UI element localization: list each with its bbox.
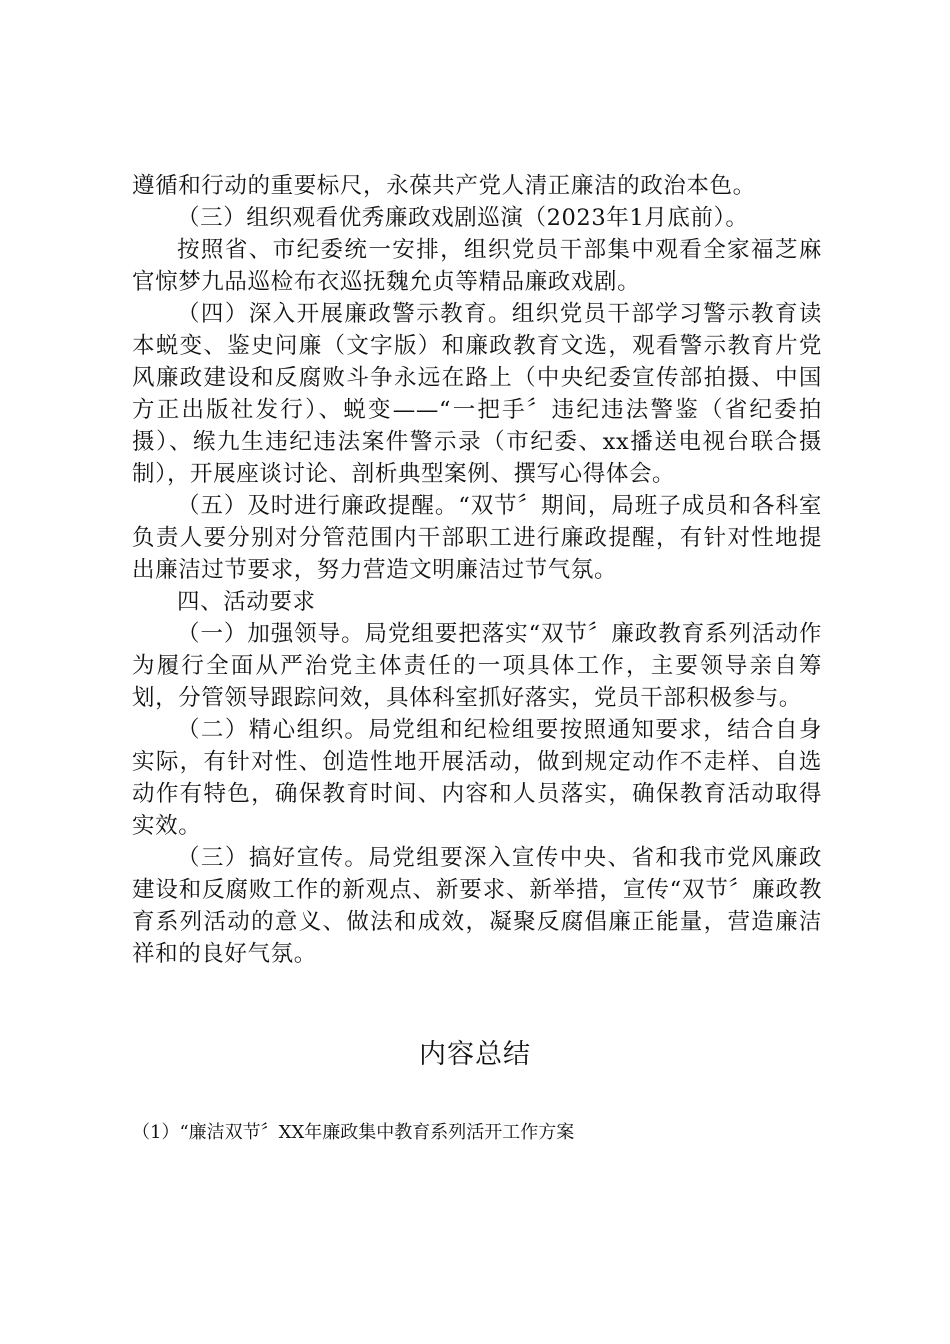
- paragraph-section-5-reminder: （五）及时进行廉政提醒。“双节〞期间，局班子成员和各科室负责人要分别对分管范围内干部职工进行廉政提醒，有针对性地提出廉洁过节要求，努力营造文明廉洁过节气氛。: [132, 493, 822, 583]
- paragraph-continuation: 遵循和行动的重要标尺，永葆共产党人清正廉洁的政治本色。: [132, 173, 756, 199]
- heading-activity-requirements: 四、活动要求: [177, 589, 316, 615]
- paragraph-section-4-warning-education: （四）深入开展廉政警示教育。组织党员干部学习警示教育读本蜕变、鉴史问廉（文字版）和廉政教育文选，观看警示教育片党风廉政建设和反腐败斗争永远在路上（中央纪委宣传部拍摄、中国方正出版社发行）、蜕变——“一把手〞违纪违法警鉴（省纪委拍摄）、缑九生违纪违法案件警示录（市纪委、xx播送电视台联合摄制），开展座谈讨论、剖析典型案例、撰写心得体会。: [132, 301, 822, 487]
- paragraph-requirement-1-leadership: （一）加强领导。局党组要把落实“双节〞廉政教育系列活动作为履行全面从严治党主体责任的一项具体工作，主要领导亲自筹划，分管领导跟踪问效，具体科室抓好落实，党员干部积极参与。: [132, 621, 822, 711]
- paragraph-requirement-2-organization: （二）精心组织。局党组和纪检组要按照通知要求，结合自身实际，有针对性、创造性地开展活动，做到规定动作不走样、自选动作有特色，确保教育时间、内容和人员落实，确保教育活动取得实效。: [132, 717, 822, 839]
- paragraph-section-3-heading: （三）组织观看优秀廉政戏剧巡演（2023年1月底前）。: [177, 205, 749, 231]
- paragraph-requirement-3-publicity: （三）搞好宣传。局党组要深入宣传中央、省和我市党风廉政建设和反腐败工作的新观点、新要求、新举措，宣传“双节〞廉政教育系列活动的意义、做法和成效，凝聚反腐倡廉正能量，营造廉洁祥和的良好气氛。: [132, 845, 822, 967]
- document-body: [132, 170, 822, 970]
- summary-title: 内容总结: [419, 1039, 531, 1070]
- summary-item: （1）“廉洁双节〞XX年廉政集中教育系列活开工作方案: [132, 1122, 575, 1143]
- paragraph-drama-viewing: 按照省、市纪委统一安排，组织党员干部集中观看全家福芝麻官惊梦九品巡检布衣巡抚魏允贞等精品廉政戏剧。: [132, 237, 822, 295]
- document-page: [132, 170, 822, 970]
